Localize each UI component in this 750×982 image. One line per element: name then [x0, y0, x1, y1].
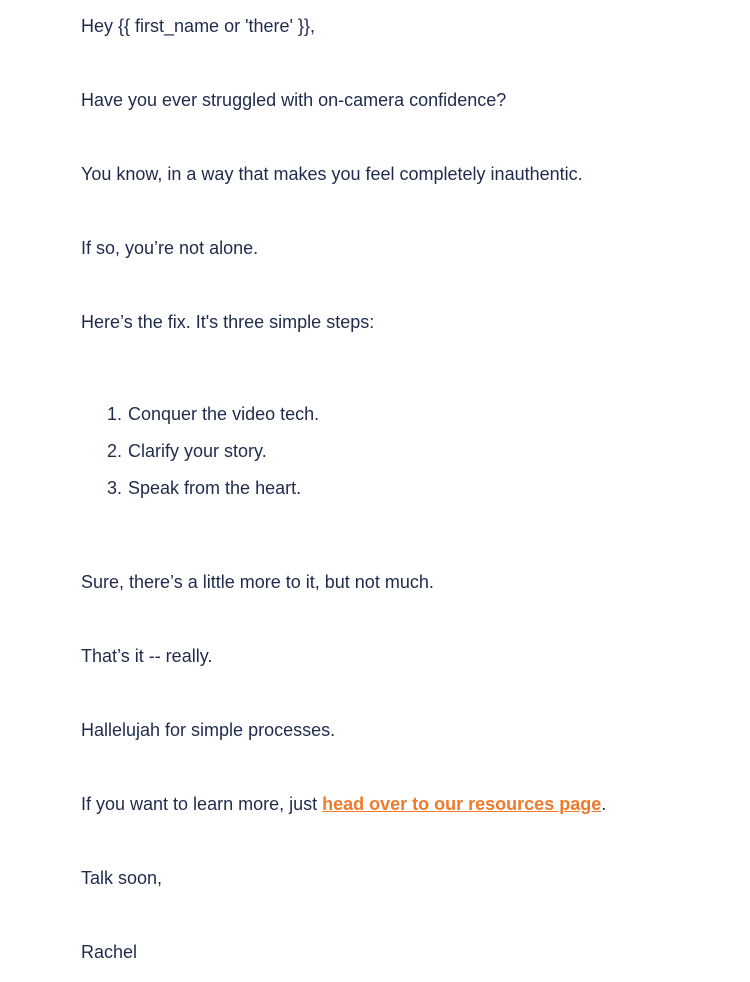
paragraph-hallelujah: Hallelujah for simple processes. [81, 720, 336, 740]
step-text: Clarify your story. [128, 441, 267, 461]
resources-page-link[interactable]: head over to our resources page [322, 794, 602, 814]
step-item [81, 476, 319, 513]
step-number: 3. [107, 478, 123, 498]
greeting: Hey {{ first_name or 'there' }}, [81, 16, 315, 36]
paragraph-question: Have you ever struggled with on-camera confidence? [81, 90, 507, 110]
step-text: Speak from the heart. [128, 478, 302, 498]
paragraph-not-alone: If so, you’re not alone. [81, 238, 259, 258]
step-item [81, 439, 319, 476]
learn-more-text: If you want to learn more, just [81, 794, 323, 814]
step-number: 2. [107, 441, 123, 461]
paragraph-inauthentic: You know, in a way that makes you feel completely inauthentic. [81, 164, 583, 184]
step-text: Conquer the video tech. [128, 404, 320, 424]
step-item [81, 402, 319, 439]
paragraph-little-more: Sure, there’s a little more to it, but not much. [81, 572, 434, 592]
paragraph-learn-more [81, 792, 606, 816]
step-number: 1. [107, 404, 123, 424]
steps-list [81, 402, 319, 513]
paragraph-really: That’s it -- really. [81, 646, 213, 666]
paragraph-fix-intro: Here’s the fix. It's three simple steps: [81, 312, 375, 332]
signoff: Talk soon, [81, 868, 163, 888]
learn-more-period: . [601, 794, 607, 814]
signature: Rachel [81, 942, 138, 962]
